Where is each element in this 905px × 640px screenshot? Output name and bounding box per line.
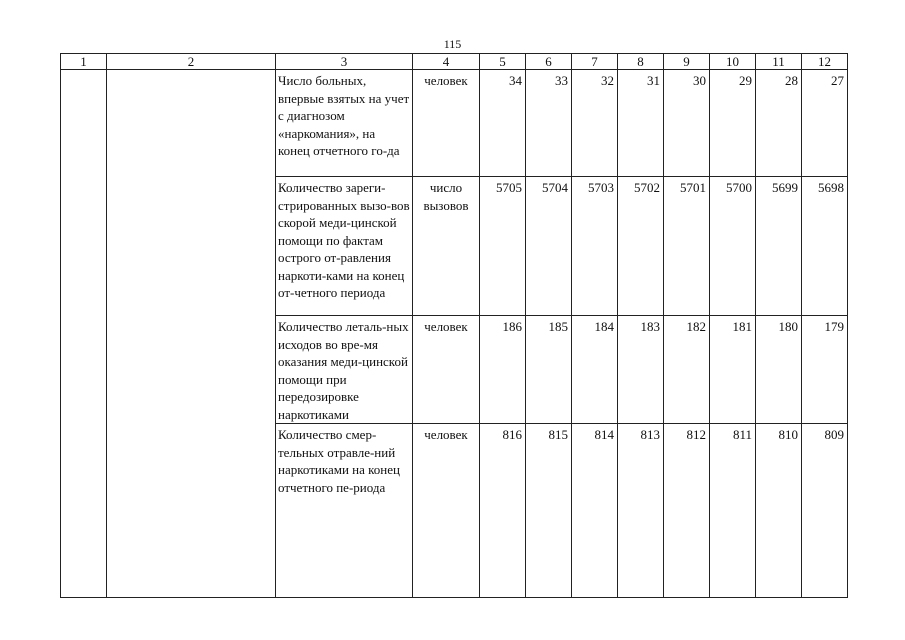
unit-cell: число вызовов (413, 177, 480, 316)
blank-cell (61, 70, 107, 598)
unit-cell: человек (413, 70, 480, 177)
indicators-table (60, 53, 848, 598)
table-row (61, 70, 848, 177)
column-header: 2 (107, 54, 276, 70)
column-header: 7 (572, 54, 618, 70)
value-cell: 5701 (664, 177, 710, 316)
value-cell: 29 (710, 70, 756, 177)
value-cell: 815 (526, 424, 572, 598)
value-cell: 185 (526, 316, 572, 424)
column-header: 1 (61, 54, 107, 70)
table-header (61, 54, 848, 70)
column-header: 6 (526, 54, 572, 70)
value-cell: 5705 (480, 177, 526, 316)
column-header: 10 (710, 54, 756, 70)
column-header: 3 (276, 54, 413, 70)
value-cell: 28 (756, 70, 802, 177)
indicator-description: Количество смер-тельных отравле-ний наркотиками на конец отчетного пе-риода (276, 424, 413, 598)
value-cell: 180 (756, 316, 802, 424)
value-cell: 809 (802, 424, 848, 598)
column-header: 5 (480, 54, 526, 70)
value-cell: 812 (664, 424, 710, 598)
value-cell: 179 (802, 316, 848, 424)
value-cell: 811 (710, 424, 756, 598)
value-cell: 186 (480, 316, 526, 424)
value-cell: 32 (572, 70, 618, 177)
value-cell: 5702 (618, 177, 664, 316)
value-cell: 183 (618, 316, 664, 424)
indicator-description: Количество леталь-ных исходов во вре-мя оказания меди-цинской помощи при передозировке наркотиками (276, 316, 413, 424)
unit-cell: человек (413, 424, 480, 598)
column-header: 8 (618, 54, 664, 70)
value-cell: 184 (572, 316, 618, 424)
value-cell: 5703 (572, 177, 618, 316)
indicator-description: Количество зареги-стрированных вызо-вов скорой меди-цинской помощи по фактам острого от-равления наркоти-ками на конец от-четного периода (276, 177, 413, 316)
value-cell: 5698 (802, 177, 848, 316)
value-cell: 33 (526, 70, 572, 177)
value-cell: 810 (756, 424, 802, 598)
value-cell: 814 (572, 424, 618, 598)
unit-cell: человек (413, 316, 480, 424)
value-cell: 181 (710, 316, 756, 424)
column-header: 12 (802, 54, 848, 70)
blank-cell (107, 70, 276, 598)
value-cell: 27 (802, 70, 848, 177)
value-cell: 5704 (526, 177, 572, 316)
value-cell: 30 (664, 70, 710, 177)
value-cell: 5700 (710, 177, 756, 316)
value-cell: 182 (664, 316, 710, 424)
column-header: 11 (756, 54, 802, 70)
column-header: 4 (413, 54, 480, 70)
value-cell: 813 (618, 424, 664, 598)
value-cell: 31 (618, 70, 664, 177)
page-number: 115 (443, 37, 462, 51)
value-cell: 5699 (756, 177, 802, 316)
indicator-description: Число больных, впервые взятых на учет с диагнозом «наркомания», на конец отчетного го-да (276, 70, 413, 177)
value-cell: 34 (480, 70, 526, 177)
column-header: 9 (664, 54, 710, 70)
column-number-row (61, 54, 848, 70)
value-cell: 816 (480, 424, 526, 598)
